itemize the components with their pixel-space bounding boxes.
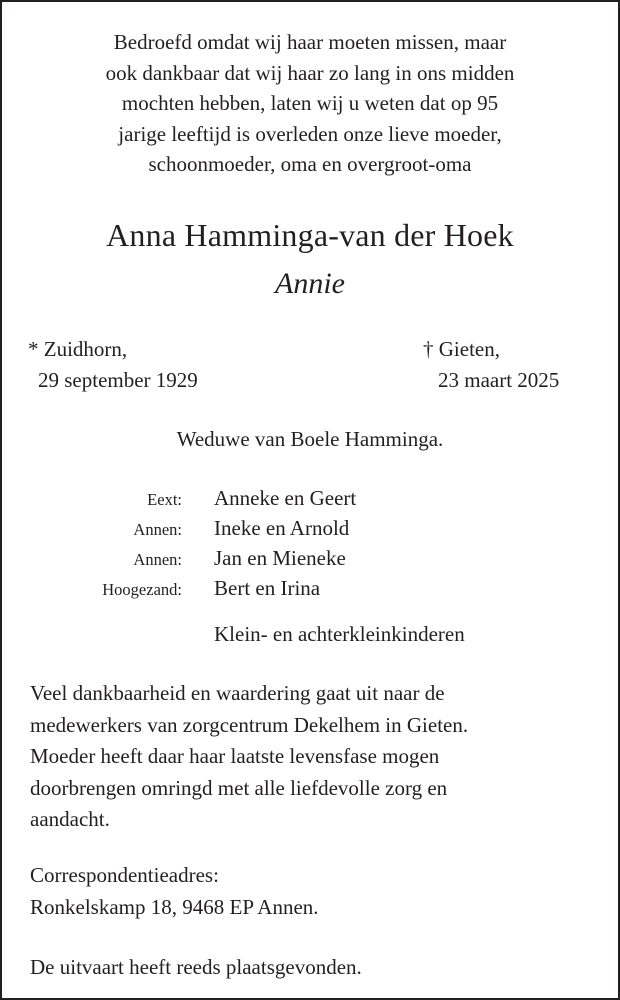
intro-line: jarige leeftijd is overleden onze lieve moeder, — [118, 121, 502, 146]
thanks-line: Veel dankbaarheid en waardering gaat uit naar de — [30, 681, 445, 705]
family-place: Annen: — [133, 520, 182, 539]
intro-line: ook dankbaar dat wij haar zo lang in ons midden — [105, 60, 515, 85]
funeral-note: De uitvaart heeft reeds plaatsgevonden. — [30, 955, 362, 979]
death-date: 23 maart 2025 — [438, 368, 560, 392]
birth-date: 29 september 1929 — [38, 368, 198, 392]
correspondence-address — [30, 860, 319, 923]
family-row — [0, 484, 620, 514]
deceased-nickname: Annie — [275, 267, 345, 300]
family-list — [0, 484, 620, 604]
family-row — [0, 514, 620, 544]
family-place: Annen: — [133, 550, 182, 569]
intro-line: schoonmoeder, oma en overgroot-oma — [148, 152, 472, 176]
family-place: Eext: — [147, 490, 182, 509]
death-place: † Gieten, — [423, 337, 500, 361]
family-names: Anneke en Geert — [214, 486, 357, 510]
intro-text — [0, 27, 620, 180]
thanks-line: doorbrengen omringd met alle liefdevolle zorg en — [30, 775, 448, 800]
thanks-text — [30, 678, 605, 836]
grandchildren: Klein- en achterkleinkinderen — [214, 622, 465, 646]
birth-place: * Zuidhorn, — [28, 337, 128, 361]
family-names: Jan en Mieneke — [214, 546, 346, 570]
family-place: Hoogezand: — [102, 580, 182, 599]
family-row — [0, 574, 620, 604]
deceased-name: Anna Hamminga-van der Hoek — [106, 217, 514, 253]
family-names: Ineke en Arnold — [214, 516, 350, 540]
thanks-line: medewerkers van zorgcentrum Dekelhem in Gieten. — [30, 712, 469, 737]
family-names: Bert en Irina — [214, 576, 321, 600]
intro-line: mochten hebben, laten wij u weten dat op 95 — [121, 91, 499, 115]
family-row — [0, 544, 620, 574]
address-value: Ronkelskamp 18, 9468 EP Annen. — [30, 894, 319, 919]
address-label: Correspondentieadres: — [30, 863, 219, 887]
intro-line: Bedroefd omdat wij haar moeten missen, maar — [113, 30, 507, 54]
thanks-line: Moeder heeft daar haar laatste levensfase mogen — [30, 744, 440, 768]
thanks-line: aandacht. — [30, 807, 110, 831]
widow-of: Weduwe van Boele Hamminga. — [176, 427, 444, 451]
